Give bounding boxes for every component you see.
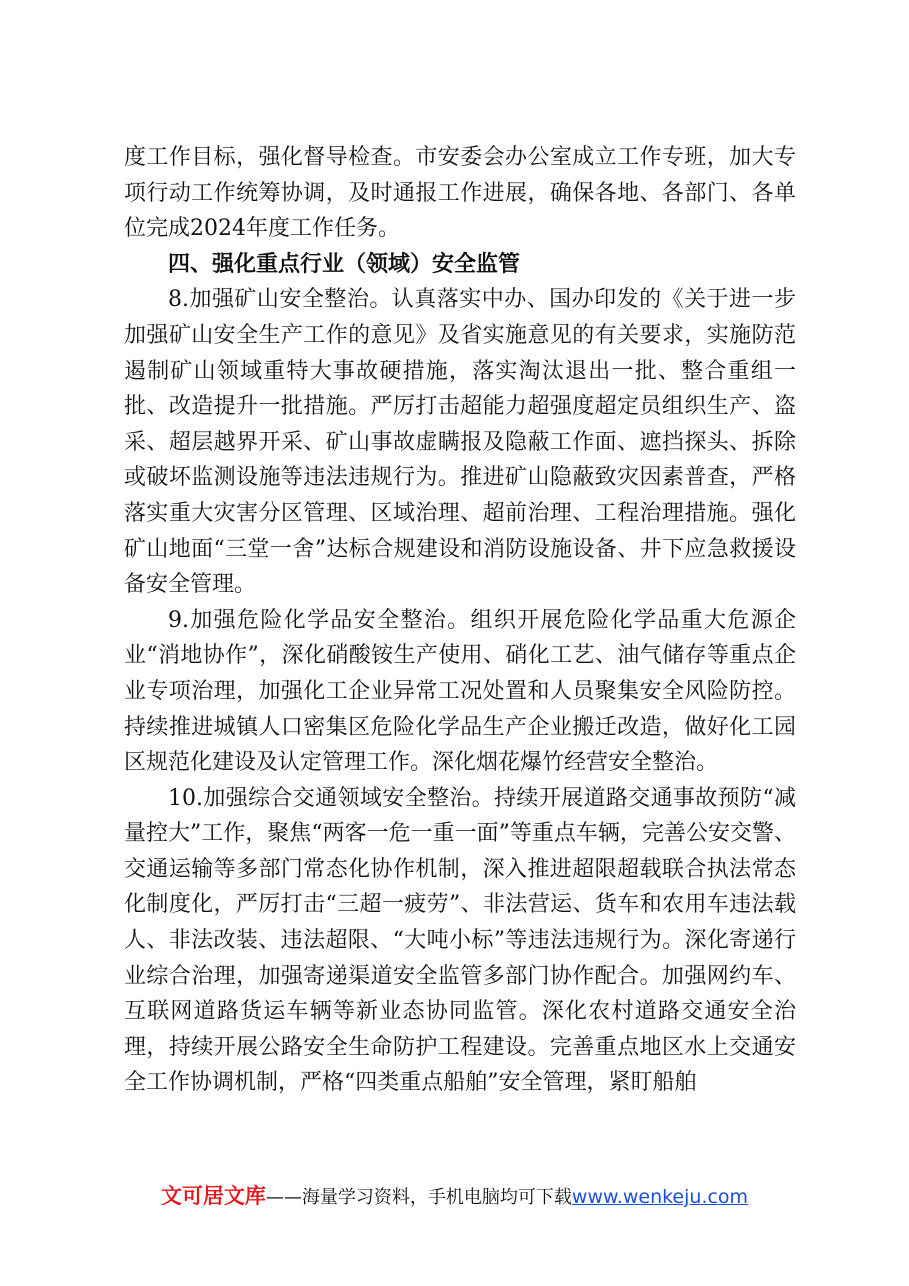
footer-site-link[interactable]: www.wenkeju.com <box>571 1186 749 1208</box>
paragraph-item-9: 9.加强危险化学品安全整治。组织开展危险化学品重大危源企业“消地协作”，深化硝酸铵生产使用、硝化工艺、油气储存等重点企业专项治理，加强化工企业异常工况处置和人员聚集安全风险防控。持续推进城镇人口密集区危险化学品生产企业搬迁改造，做好化工园区规范化建设及认定管理工作。深化烟花爆竹经营安全整治。 <box>124 607 796 776</box>
paragraph-item-10: 10.加强综合交通领域安全整治。持续开展道路交通事故预防“减量控大”工作，聚焦“两客一危一重一面”等重点车辆，完善公安交警、交通运输等多部门常态化协作机制，深入推进超限超载联合执法常态化制度化，严厉打击“三超一疲劳”、非法营运、货车和农用车违法载人、非法改装、违法超限、“大吨小标”等违法违规行为。深化寄递行业综合治理，加强寄递渠道安全监管多部门协作配合。加强网约车、互联网道路货运车辆等新业态协同监管。深化农村道路交通安全治理，持续开展公路安全生命防护工程建设。完善重点地区水上交通安全工作协调机制，严格“四类重点船舶”安全管理，紧盯船舶 <box>124 785 796 1096</box>
footer-brand: 文可居文库 <box>160 1184 266 1208</box>
paragraph-item-8: 8.加强矿山安全整治。认真落实中办、国办印发的《关于进一步加强矿山安全生产工作的意见》及省实施意见的有关要求，实施防范遏制矿山领域重特大事故硬措施，落实淘汰退出一批、整合重组一批、改造提升一批措施。严厉打击超能力超强度超定员组织生产、盗采、超层越界开采、矿山事故虚瞒报及隐蔽工作面、遮挡探头、拆除或破坏监测设施等违法违规行为。推进矿山隐蔽致灾因素普查，严格落实重大灾害分区管理、区域治理、超前治理、工程治理措施。强化矿山地面“三堂一舍”达标合规建设和消防设施设备、井下应急救援设备安全管理。 <box>124 287 796 598</box>
document-body <box>124 140 796 1101</box>
section-heading: 四、强化重点行业（领域）安全监管 <box>168 251 521 277</box>
footer-slogan: ——海量学习资料，手机电脑均可下载 <box>265 1187 572 1208</box>
page-footer <box>0 1183 909 1211</box>
paragraph-intro-continuation: 度工作目标，强化督导检查。市安委会办公室成立工作专班，加大专项行动工作统筹协调，及时通报工作进展，确保各地、各部门、各单位完成2024年度工作任务。 <box>124 145 796 242</box>
